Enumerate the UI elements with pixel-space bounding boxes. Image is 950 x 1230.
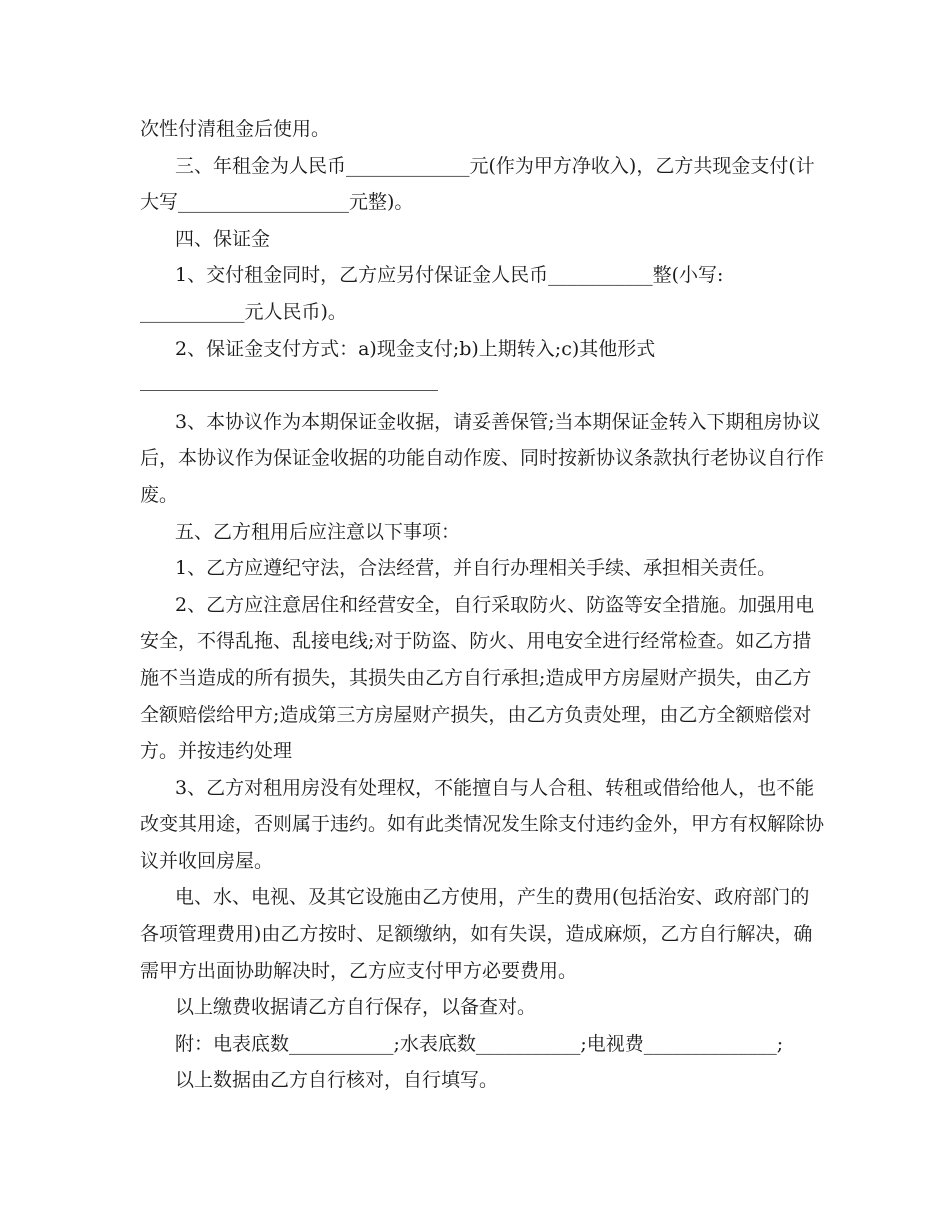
paragraph-line: 议并收回房屋。	[140, 849, 274, 872]
paragraph-line: 全额赔偿给甲方;造成第三方房屋财产损失，由乙方负责处理，由乙方全额赔偿对	[140, 703, 812, 726]
paragraph-line: 1、乙方应遵纪守法，合法经营，并自行办理相关手续、承担相关责任。	[175, 557, 777, 580]
paragraph-line: 施不当造成的所有损失，其损失由乙方自行承担;造成甲方房屋财产损失，由乙方	[140, 666, 812, 689]
paragraph-line: 1、交付租金同时，乙方应另付保证金人民币___________整(小写:	[175, 264, 724, 287]
paragraph-line: 2、乙方应注意居住和经营安全，自行采取防火、防盗等安全措施。加强用电	[175, 593, 815, 616]
blank-line-divider	[140, 390, 438, 391]
paragraph-line: 次性付清租金后使用。	[140, 118, 331, 140]
signature-rule	[140, 367, 820, 404]
paragraph-line: 后，本协议作为保证金收据的功能自动作废、同时按新协议条款执行老协议自行作	[140, 447, 825, 470]
paragraph-line: 电、水、电视、及其它设施由乙方使用，产生的费用(包括治安、政府部门的	[175, 886, 810, 909]
paragraph-line: 安全，不得乱拖、乱接电线;对于防盗、防火、用电安全进行经常检查。如乙方措	[140, 630, 812, 653]
paragraph-line: 废。	[140, 483, 179, 506]
paragraph-line: 2、保证金支付方式：a)现金支付;b)上期转入;c)其他形式	[175, 337, 656, 360]
paragraph-line: 四、保证金	[175, 227, 271, 250]
paragraph-line: 各项管理费用)由乙方按时、足额缴纳，如有失误，造成麻烦，乙方自行解决，确	[140, 923, 813, 946]
paragraph-line: 大写__________________元整)。	[140, 191, 414, 214]
paragraph-line: 3、乙方对租用房没有处理权，不能擅自与人合租、转租或借给他人，也不能	[175, 776, 815, 799]
paragraph-line: 方。并按违约处理	[140, 740, 293, 763]
document-body	[140, 111, 825, 1099]
paragraph-line: 以上数据由乙方自行核对，自行填写。	[175, 1069, 499, 1092]
paragraph-line: ___________元人民币)。	[140, 300, 347, 323]
paragraph-line: 改变其用途，否则属于违约。如有此类情况发生除支付违约金外，甲方有权解除协	[140, 813, 825, 836]
paragraph-line: 需甲方出面协助解决时，乙方应支付甲方必要费用。	[140, 959, 578, 982]
paragraph-line: 以上缴费收据请乙方自行保存，以备查对。	[175, 996, 537, 1019]
paragraph-line: 五、乙方租用后应注意以下事项：	[175, 520, 461, 543]
paragraph-line: 3、本协议作为本期保证金收据，请妥善保管;当本期保证金转入下期租房协议	[175, 410, 821, 433]
paragraph-line: 附：电表底数___________;水表底数___________;电视费______________;	[175, 1032, 784, 1055]
paragraph-line: 三、年租金为人民币_____________元(作为甲方净收入)，乙方共现金支付(计	[175, 154, 815, 177]
